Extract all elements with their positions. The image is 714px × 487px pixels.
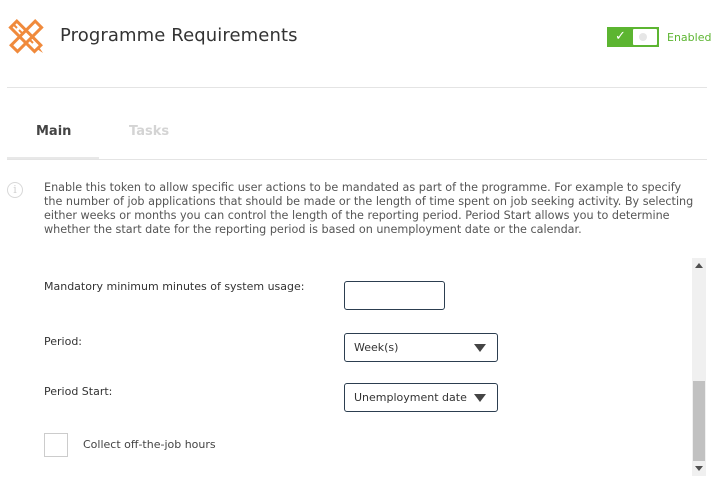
tab-tasks[interactable]: Tasks	[129, 124, 170, 139]
tab-bar	[7, 110, 707, 160]
header-divider	[7, 87, 707, 88]
min-minutes-label: Mandatory minimum minutes of system usage:	[44, 280, 305, 293]
page-title: Programme Requirements	[60, 25, 298, 46]
period-start-label: Period Start:	[44, 385, 113, 398]
chevron-down-icon	[474, 394, 486, 402]
info-icon: i	[7, 182, 23, 198]
scroll-down-arrow-icon[interactable]	[695, 466, 703, 471]
scrollbar-thumb[interactable]	[693, 381, 705, 461]
tabs-divider	[7, 159, 707, 160]
enabled-toggle[interactable]	[607, 27, 659, 47]
check-icon: ✓	[615, 29, 626, 44]
toggle-knob	[633, 29, 657, 45]
info-description: Enable this token to allow specific user actions to be mandated as part of the programme. For example to specify the number of job applications that should be made or the length of time spent on job seeking activity. By selecting either weeks or months you can control the length of the reporting period. Period Start allows you to determine whether the start date for the reporting period is based on unemployment date or the calendar.	[44, 181, 694, 236]
pencil-ruler-icon	[6, 16, 46, 56]
tab-main[interactable]: Main	[36, 124, 72, 139]
period-select[interactable]	[344, 333, 498, 362]
header	[0, 0, 714, 88]
min-minutes-input[interactable]	[344, 281, 445, 310]
toggle-state-label: Enabled	[667, 31, 712, 44]
off-job-hours-label: Collect off-the-job hours	[83, 438, 216, 451]
scroll-up-arrow-icon[interactable]	[695, 263, 703, 268]
period-start-select-value: Unemployment date	[354, 391, 467, 404]
vertical-scrollbar[interactable]	[692, 258, 706, 476]
period-select-value: Week(s)	[354, 341, 399, 354]
chevron-down-icon	[474, 344, 486, 352]
off-job-hours-checkbox[interactable]	[44, 433, 68, 457]
period-start-select[interactable]	[344, 383, 498, 412]
period-label: Period:	[44, 335, 83, 348]
